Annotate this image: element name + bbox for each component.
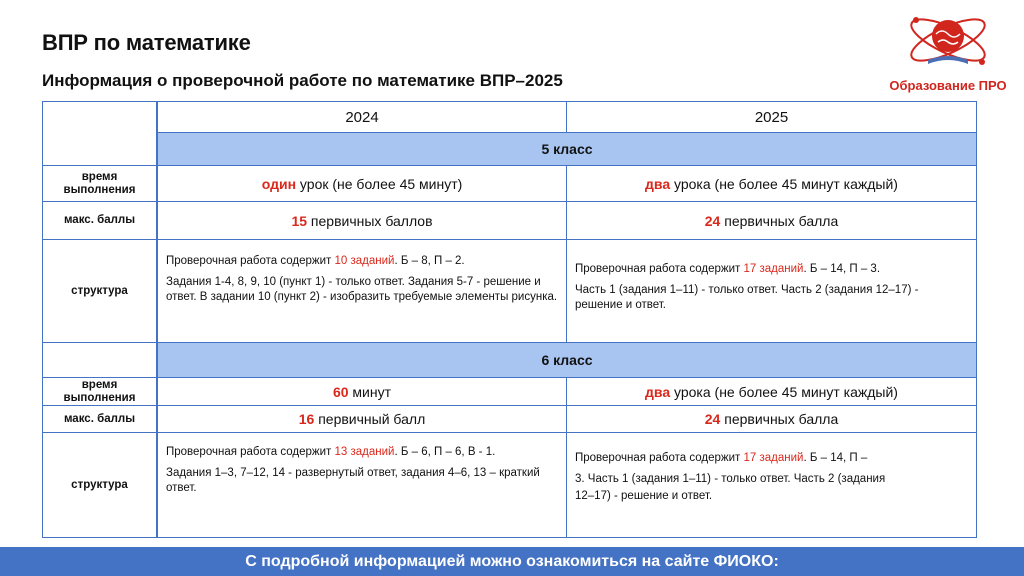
time-2025-grade5 [566,165,977,202]
text: Проверочная работа содержит [575,263,744,275]
highlight: один [261,175,297,192]
text: . Б – 8, П – 2. [394,255,465,267]
structure-2025-grade6 [566,432,977,538]
highlight: 17 заданий [743,263,804,275]
text: Проверочная работа содержит [166,446,335,458]
time-label-5: время выполнения [42,165,157,202]
corner-cell [42,101,157,166]
highlight: два [645,175,671,192]
text: минут [348,383,392,400]
text: Проверочная работа содержит [166,255,335,267]
highlight: 60 [332,383,349,400]
year-2024-header: 2024 [157,101,567,133]
text: 12–17) - решение и ответ. [575,490,713,502]
text: Проверочная работа содержит [575,452,744,464]
time-label-6: время выполнения [42,377,157,406]
highlight: 13 заданий [334,446,395,458]
time-2024-grade5 [157,165,567,202]
structure-2024-grade6 [157,432,567,538]
text: . Б – 6, П – 6, В - 1. [394,446,496,458]
highlight: 16 [298,411,315,427]
structure-label-5: структура [42,239,157,343]
text: первичных балла [720,411,839,427]
score-label-5: макс. баллы [42,201,157,240]
score-2024-grade6 [157,405,567,433]
year-2025-header: 2025 [566,101,977,133]
atom-globe-book-icon [906,4,990,76]
footer-bar [0,547,1024,576]
page-title: ВПР по математике [42,30,251,55]
text: урок (не более 45 минут) [296,175,463,192]
text: 3. Часть 1 (задания 1–11) - только ответ. Часть 2 (задания [575,473,886,485]
highlight: 15 [291,212,308,229]
text: первичных баллов [307,212,433,229]
text: . Б – 14, П – [803,452,868,464]
structure-2024-grade5 [157,239,567,343]
highlight: 24 [704,212,721,229]
highlight: 10 заданий [334,255,395,267]
text: Задания 1–3, 7–12, 14 - развернутый ответ, задания 4–6, 13 – краткий ответ. [166,467,540,494]
structure-label-6: структура [42,432,157,538]
text: урока (не более 45 минут каждый) [670,175,898,192]
highlight: 17 заданий [743,452,804,464]
footer-text: С подробной информацией можно ознакомиться на сайте ФИОКО: [245,552,779,570]
time-2025-grade6 [566,377,977,406]
text: Задания 1-4, 8, 9, 10 (пункт 1) - только ответ. Задания 5-7 - решение и ответ. В задании 10 (пункт 2) - изобразить требуемые элементы рисунка. [166,276,558,303]
highlight: 24 [704,411,721,427]
highlight: два [645,383,671,400]
text: первичных балла [720,212,839,229]
text: Часть 1 (задания 1–11) - только ответ. Часть 2 (задания 12–17) - решение и ответ. [575,284,919,311]
score-label-6: макс. баллы [42,405,157,433]
score-2024-grade5 [157,201,567,240]
structure-2025-grade5 [566,239,977,343]
text: урока (не более 45 минут каждый) [670,383,898,400]
logo [878,4,1018,96]
logo-text: Образование ПРО [889,78,1007,93]
score-2025-grade5 [566,201,977,240]
page-subtitle: Информация о проверочной работе по математике ВПР–2025 [42,71,563,90]
grade-6-band: 6 класс [157,342,977,378]
score-2025-grade6 [566,405,977,433]
blank-cell [42,342,157,378]
text: . Б – 14, П – 3. [803,263,881,275]
grade-5-band: 5 класс [157,132,977,166]
text: первичный балл [314,411,426,427]
time-2024-grade6 [157,377,567,406]
